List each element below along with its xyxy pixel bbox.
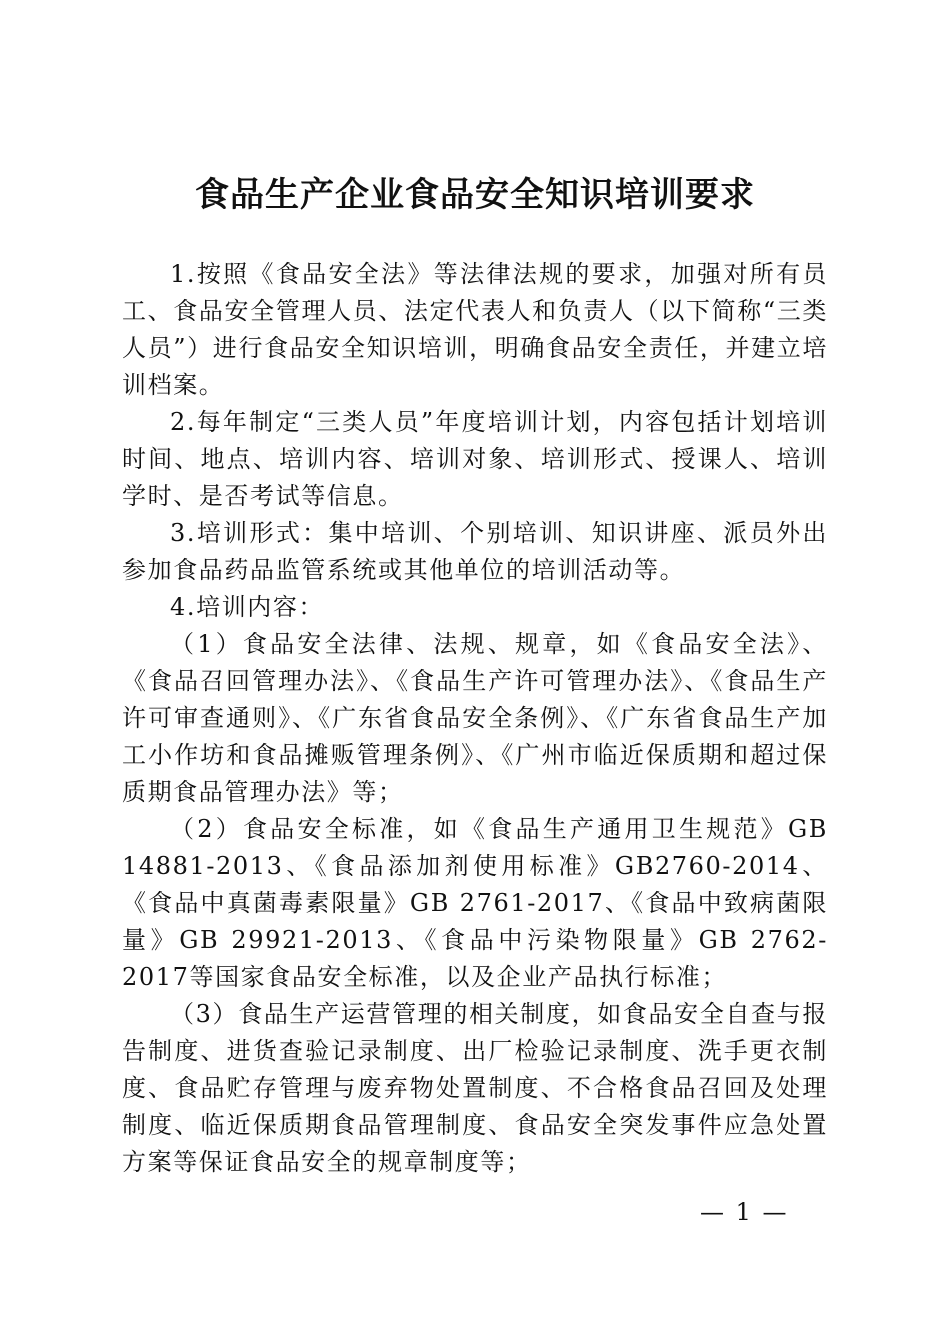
paragraph-4-3: （3）食品生产运营管理的相关制度，如食品安全自查与报告制度、进货查验记录制度、出厂检验记录制度、洗手更衣制度、食品贮存管理与废弃物处置制度、不合格食品召回及处理制度、临近保质期食品管理制度、食品安全突发事件应急处置方案等保证食品安全的规章制度等； [122, 1000, 828, 1176]
paragraph-1: 1.按照《食品安全法》等法律法规的要求，加强对所有员工、食品安全管理人员、法定代表人和负责人（以下简称“三类人员”）进行食品安全知识培训，明确食品安全责任，并建立培训档案。 [122, 260, 828, 399]
paragraph-3: 3.培训形式：集中培训、个别培训、知识讲座、派员外出参加食品药品监管系统或其他单位的培训活动等。 [122, 519, 828, 584]
document-title: 食品生产企业食品安全知识培训要求 [195, 175, 755, 215]
document-body [122, 256, 828, 1181]
paragraph-4-2: （2）食品安全标准，如《食品生产通用卫生规范》GB 14881-2013、《食品添加剂使用标准》GB2760-2014、《食品中真菌毒素限量》GB 2761-2017、《食品中致病菌限量》GB 29921-2013、《食品中污染物限量》GB 2762-2017等国家食品安全标准，以及企业产品执行标准； [122, 815, 828, 991]
paragraph-4: 4.培训内容： [170, 593, 325, 621]
paragraph-4-1: （1）食品安全法律、法规、规章，如《食品安全法》、《食品召回管理办法》、《食品生产许可管理办法》、《食品生产许可审查通则》、《广东省食品安全条例》、《广东省食品生产加工小作坊和食品摊贩管理条例》、《广州市临近保质期和超过保质期食品管理办法》等； [122, 630, 828, 806]
paragraph-2: 2.每年制定“三类人员”年度培训计划，内容包括计划培训时间、地点、培训内容、培训对象、培训形式、授课人、培训学时、是否考试等信息。 [122, 408, 828, 510]
page-number: — 1 — [700, 1198, 789, 1226]
